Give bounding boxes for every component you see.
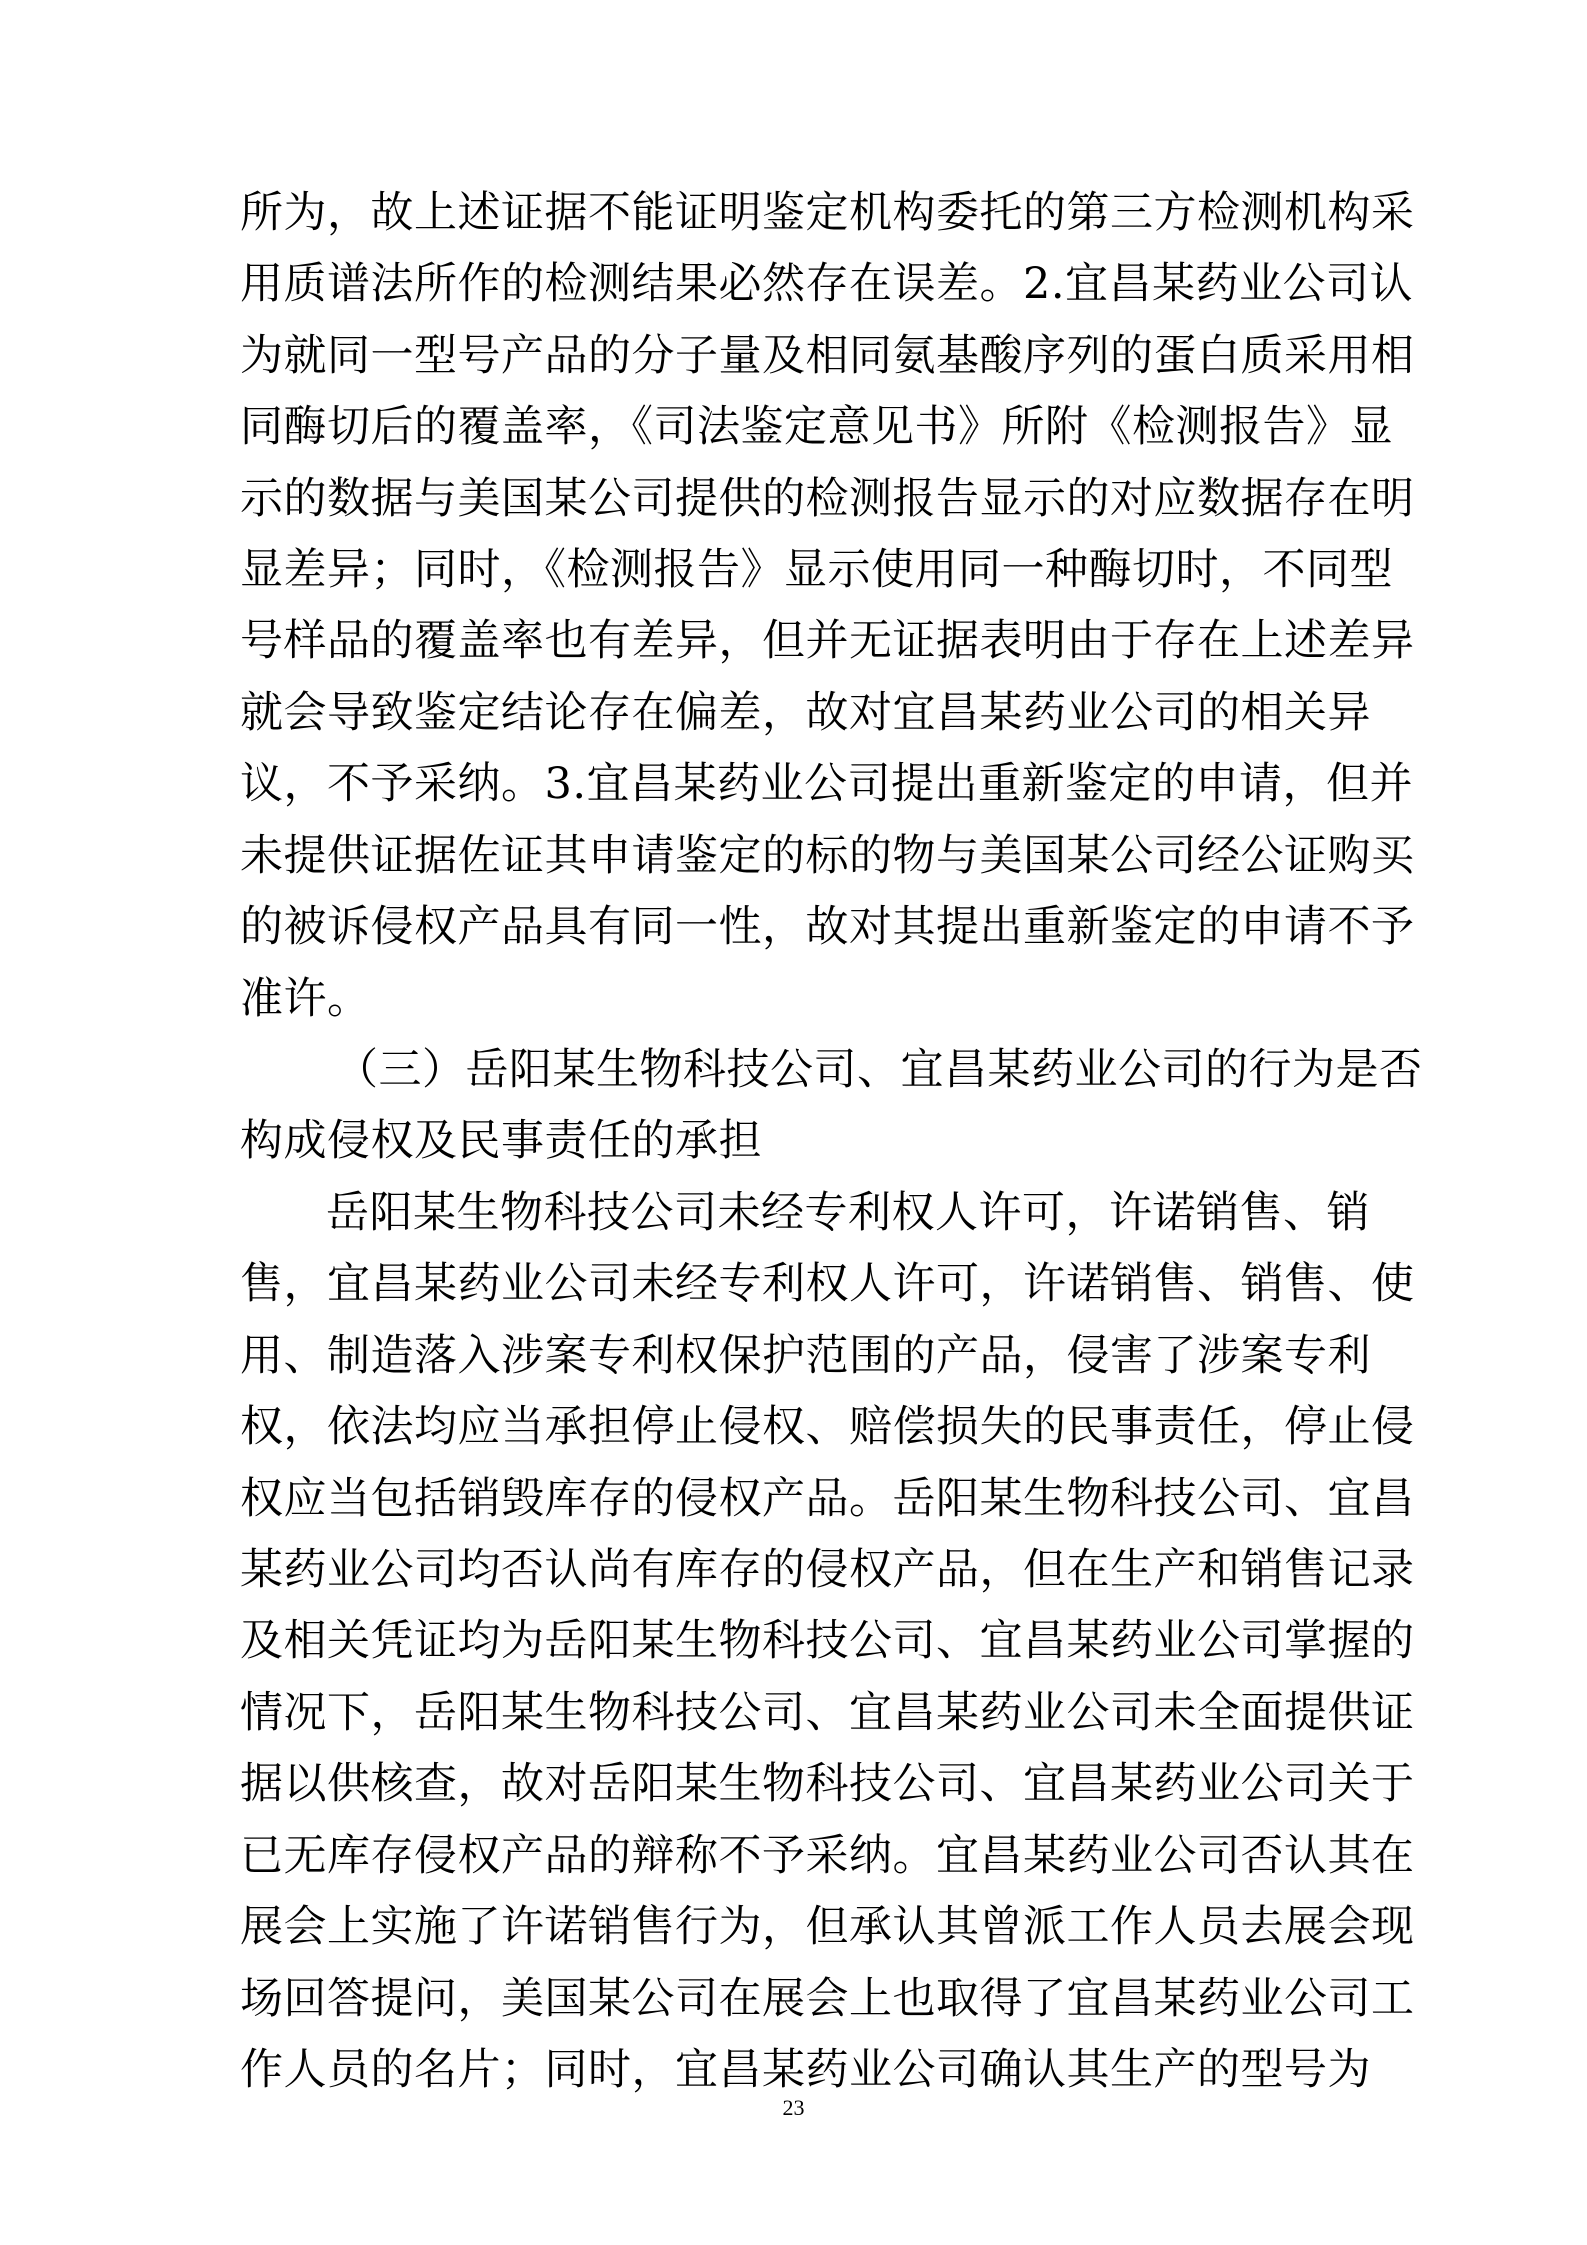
text-line: 已无库存侵权产品的辩称不予采纳。宜昌某药业公司否认其在 bbox=[240, 1831, 1415, 1881]
text-line: 未提供证据佐证其申请鉴定的标的物与美国某公司经公证购买 bbox=[240, 831, 1415, 881]
text-line: 岳阳某生物科技公司未经专利权人许可，许诺销售、销 bbox=[326, 1188, 1370, 1238]
text-line: 显差异；同时，《检测报告》显示使用同一种酶切时，不同型 bbox=[240, 545, 1393, 595]
text-line: 同酶切后的覆盖率，《司法鉴定意见书》所附《检测报告》显 bbox=[240, 402, 1393, 452]
text-line: 为就同一型号产品的分子量及相同氨基酸序列的蛋白质采用相 bbox=[240, 331, 1415, 381]
text-line: 展会上实施了许诺销售行为，但承认其曾派工作人员去展会现 bbox=[240, 1902, 1415, 1952]
section-heading-line: （三）岳阳某生物科技公司、宜昌某药业公司的行为是否 bbox=[335, 1045, 1423, 1095]
text-line: 某药业公司均否认尚有库存的侵权产品，但在生产和销售记录 bbox=[240, 1545, 1415, 1595]
text-line: 号样品的覆盖率也有差异，但并无证据表明由于存在上述差异 bbox=[240, 616, 1415, 666]
text-line: 据以供核查，故对岳阳某生物科技公司、宜昌某药业公司关于 bbox=[240, 1759, 1415, 1809]
text-line: 就会导致鉴定结论存在偏差，故对宜昌某药业公司的相关异 bbox=[240, 688, 1371, 738]
text-line: 议，不予采纳。3.宜昌某药业公司提出重新鉴定的申请，但并 bbox=[240, 759, 1414, 809]
text-line: 示的数据与美国某公司提供的检测报告显示的对应数据存在明 bbox=[240, 474, 1415, 524]
text-line: 作人员的名片；同时，宜昌某药业公司确认其生产的型号为 bbox=[240, 2045, 1371, 2095]
section-heading-line: 构成侵权及民事责任的承担 bbox=[240, 1116, 762, 1166]
text-line: 的被诉侵权产品具有同一性，故对其提出重新鉴定的申请不予 bbox=[240, 902, 1415, 952]
page-number: 23 bbox=[782, 2095, 805, 2120]
text-line: 权应当包括销毁库存的侵权产品。岳阳某生物科技公司、宜昌 bbox=[240, 1474, 1415, 1524]
text-line: 场回答提问，美国某公司在展会上也取得了宜昌某药业公司工 bbox=[240, 1974, 1415, 2024]
text-line: 及相关凭证均为岳阳某生物科技公司、宜昌某药业公司掌握的 bbox=[240, 1616, 1415, 1666]
text-line: 售，宜昌某药业公司未经专利权人许可，许诺销售、销售、使 bbox=[240, 1259, 1415, 1309]
text-line: 权，依法均应当承担停止侵权、赔偿损失的民事责任，停止侵 bbox=[240, 1402, 1415, 1452]
text-line: 用、制造落入涉案专利权保护范围的产品，侵害了涉案专利 bbox=[240, 1331, 1371, 1381]
text-line: 所为，故上述证据不能证明鉴定机构委托的第三方检测机构采 bbox=[240, 188, 1415, 238]
text-line: 准许。 bbox=[240, 974, 371, 1024]
text-line: 情况下，岳阳某生物科技公司、宜昌某药业公司未全面提供证 bbox=[240, 1688, 1415, 1738]
text-line: 用质谱法所作的检测结果必然存在误差。2.宜昌某药业公司认 bbox=[240, 259, 1414, 309]
